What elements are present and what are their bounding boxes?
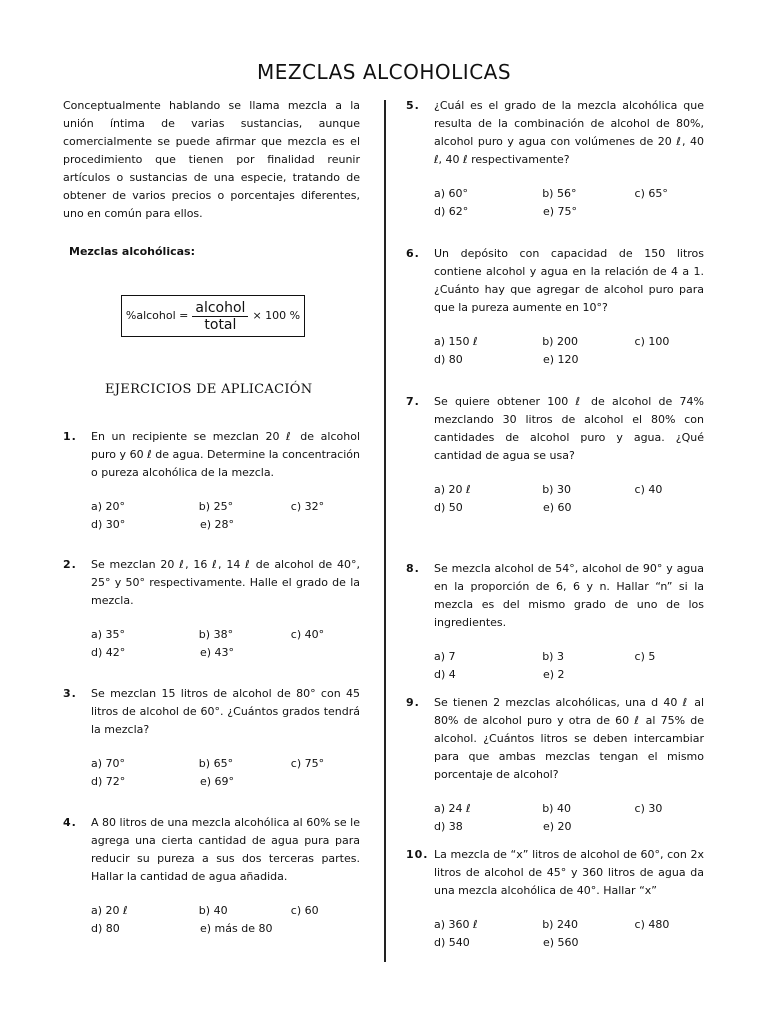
answer-option: b) 30 [542, 483, 571, 496]
exercise-number: 10. [406, 848, 429, 861]
exercise-text: Se quiere obtener 100 ℓ de alcohol de 74% mezclando 30 litros de alcohol el 80% con cantidades de alcohol puro y agua. ¿Qué cantidad de agua se usa? [434, 395, 704, 462]
exercise-question [406, 694, 704, 784]
answer-option: a) 360 ℓ [434, 918, 478, 931]
options-row [63, 773, 360, 791]
answer-options [406, 800, 704, 836]
options-row [406, 185, 704, 203]
exercise-question [63, 556, 360, 610]
answer-option: e) 28° [200, 518, 235, 531]
exercise-number: 9. [406, 696, 420, 709]
exercise-block [406, 393, 704, 517]
answer-option: d) 30° [91, 518, 126, 531]
answer-option: e) 560 [543, 936, 579, 949]
left-column [63, 97, 360, 399]
exercise-text: Se mezclan 20 ℓ, 16 ℓ, 14 ℓ de alcohol de 40°, 25° y 50° respectivamente. Halle el grado de la mezcla. [91, 558, 360, 607]
answer-option: a) 24 ℓ [434, 802, 471, 815]
answer-option: c) 75° [290, 757, 325, 770]
answer-option: a) 20 ℓ [91, 904, 128, 917]
answer-option: c) 480 [634, 918, 670, 931]
answer-option: c) 40 [634, 483, 663, 496]
exercise-block [406, 846, 704, 952]
answer-option: a) 20° [91, 500, 126, 513]
answer-options [63, 755, 360, 791]
column-divider [384, 100, 386, 962]
options-row [63, 516, 360, 534]
answer-option: e) más de 80 [200, 922, 273, 935]
exercise-block [63, 685, 360, 791]
answer-option: c) 40° [290, 628, 325, 641]
exercise-question [63, 428, 360, 482]
answer-option: d) 38 [434, 820, 463, 833]
exercise-block [63, 814, 360, 938]
options-row [406, 648, 704, 666]
options-row [406, 499, 704, 517]
exercise-block [406, 694, 704, 836]
answer-options [63, 626, 360, 662]
answer-option: b) 240 [542, 918, 578, 931]
options-row [63, 644, 360, 662]
answer-option: b) 25° [198, 500, 234, 513]
answer-option: a) 60° [434, 187, 469, 200]
options-row [406, 351, 704, 369]
exercise-question [406, 560, 704, 632]
formula-denominator: total [204, 316, 237, 333]
exercise-question [63, 814, 360, 886]
answer-options [63, 902, 360, 938]
answer-option: a) 35° [91, 628, 126, 641]
answer-option: d) 72° [91, 775, 126, 788]
options-row [406, 203, 704, 221]
exercise-text: En un recipiente se mezclan 20 ℓ de alcohol puro y 60 ℓ de agua. Determine la concentración o pureza alcohólica de la mezcla. [91, 430, 360, 479]
exercise-question [406, 393, 704, 465]
exercise-question [63, 685, 360, 739]
exercise-text: Se mezclan 15 litros de alcohol de 80° con 45 litros de alcohol de 60°. ¿Cuántos grados tendrá la mezcla? [91, 687, 360, 736]
answer-option: e) 20 [543, 820, 572, 833]
subheading: Mezclas alcohólicas: [69, 245, 195, 258]
options-row [63, 755, 360, 773]
formula-lhs: %alcohol = [125, 309, 189, 322]
answer-option: b) 65° [198, 757, 234, 770]
options-row [406, 934, 704, 952]
answer-option: d) 4 [434, 668, 456, 681]
exercise-text: La mezcla de “x” litros de alcohol de 60°, con 2x litros de alcohol de 45° y 360 litros de agua da una mezcla alcohólica de 40°. Hallar “x” [434, 848, 704, 897]
options-row [406, 666, 704, 684]
exercise-question [406, 97, 704, 169]
exercise-number: 8. [406, 562, 420, 575]
answer-option: c) 30 [634, 802, 663, 815]
answer-option: e) 60 [543, 501, 572, 514]
answer-option: d) 80 [434, 353, 463, 366]
exercise-number: 4. [63, 816, 77, 829]
options-row [63, 902, 360, 920]
exercise-text: Un depósito con capacidad de 150 litros contiene alcohol y agua en la relación de 4 a 1. ¿Cuánto hay que agregar de alcohol puro para que la pureza aumente en 10°? [434, 247, 704, 314]
formula-rhs: × 100 % [252, 309, 301, 322]
exercise-text: Se tienen 2 mezclas alcohólicas, una d 40 ℓ al 80% de alcohol puro y otra de 60 ℓ al 75% de alcohol. ¿Cuántos litros se deben intercambiar para que ambas mezclas tengan el mismo porcentaje de alcohol? [434, 696, 704, 781]
options-row [406, 333, 704, 351]
answer-option: e) 120 [543, 353, 579, 366]
answer-option: a) 70° [91, 757, 126, 770]
answer-option: d) 80 [91, 922, 120, 935]
formula-fraction [192, 300, 248, 333]
options-row [63, 498, 360, 516]
options-row [63, 920, 360, 938]
options-row [406, 916, 704, 934]
exercise-block [406, 245, 704, 369]
answer-option: c) 60 [290, 904, 319, 917]
answer-option: d) 62° [434, 205, 469, 218]
answer-options [406, 648, 704, 684]
formula-box [121, 295, 305, 337]
exercise-number: 1. [63, 430, 77, 443]
answer-option: e) 2 [543, 668, 565, 681]
exercise-block [63, 428, 360, 534]
exercise-number: 6. [406, 247, 420, 260]
exercise-number: 3. [63, 687, 77, 700]
exercise-text: ¿Cuál es el grado de la mezcla alcohólica que resulta de la combinación de alcohol de 80%, alcohol puro y agua con volúmenes de 20 ℓ, 40 ℓ, 40 ℓ respectivamente? [434, 99, 704, 166]
answer-option: a) 20 ℓ [434, 483, 471, 496]
answer-option: c) 100 [634, 335, 670, 348]
answer-options [406, 333, 704, 369]
exercise-block [406, 97, 704, 221]
answer-option: c) 65° [634, 187, 668, 200]
formula-numerator: alcohol [192, 300, 248, 317]
intro-paragraph: Conceptualmente hablando se llama mezcla a la unión íntima de varias sustancias, aunque comercialmente se puede afirmar que mezcla es el procedimiento que tienen por finalidad reunir artículos o sustancias de una especie, tratando de obtener de varios precios o porcentajes diferentes, uno en común para ellos. [63, 99, 360, 220]
answer-option: b) 3 [542, 650, 564, 663]
answer-option: e) 43° [200, 646, 235, 659]
answer-option: c) 32° [290, 500, 325, 513]
answer-option: d) 540 [434, 936, 470, 949]
answer-option: e) 69° [200, 775, 235, 788]
answer-options [406, 481, 704, 517]
answer-option: c) 5 [634, 650, 656, 663]
exercise-text: Se mezcla alcohol de 54°, alcohol de 90° y agua en la proporción de 6, 6 y n. Hallar “n” si la mezcla es del mismo grado de uno de los ingredientes. [434, 562, 704, 629]
exercise-block [63, 556, 360, 662]
exercise-text: A 80 litros de una mezcla alcohólica al 60% se le agrega una cierta cantidad de agua pura para reducir su pureza a sus dos terceras partes. Hallar la cantidad de agua añadida. [91, 816, 360, 883]
answer-options [406, 185, 704, 221]
answer-option: b) 40 [542, 802, 571, 815]
options-row [406, 818, 704, 836]
answer-option: b) 40 [198, 904, 228, 917]
exercise-number: 5. [406, 99, 420, 112]
answer-option: b) 200 [542, 335, 578, 348]
exercise-number: 7. [406, 395, 420, 408]
options-row [406, 800, 704, 818]
answer-options [63, 498, 360, 534]
exercise-question [406, 245, 704, 317]
exercise-question [406, 846, 704, 900]
answer-option: d) 42° [91, 646, 126, 659]
answer-option: a) 7 [434, 650, 456, 663]
answer-option: d) 50 [434, 501, 463, 514]
answer-option: b) 56° [542, 187, 577, 200]
answer-option: e) 75° [543, 205, 578, 218]
answer-options [406, 916, 704, 952]
answer-option: a) 150 ℓ [434, 335, 478, 348]
options-row [63, 626, 360, 644]
page-title: MEZCLAS ALCOHOLICAS [256, 60, 512, 84]
exercise-number: 2. [63, 558, 77, 571]
answer-option: b) 38° [198, 628, 234, 641]
section-title: EJERCICIOS DE APLICACIÓN [105, 382, 313, 397]
options-row [406, 481, 704, 499]
exercise-block [406, 560, 704, 684]
